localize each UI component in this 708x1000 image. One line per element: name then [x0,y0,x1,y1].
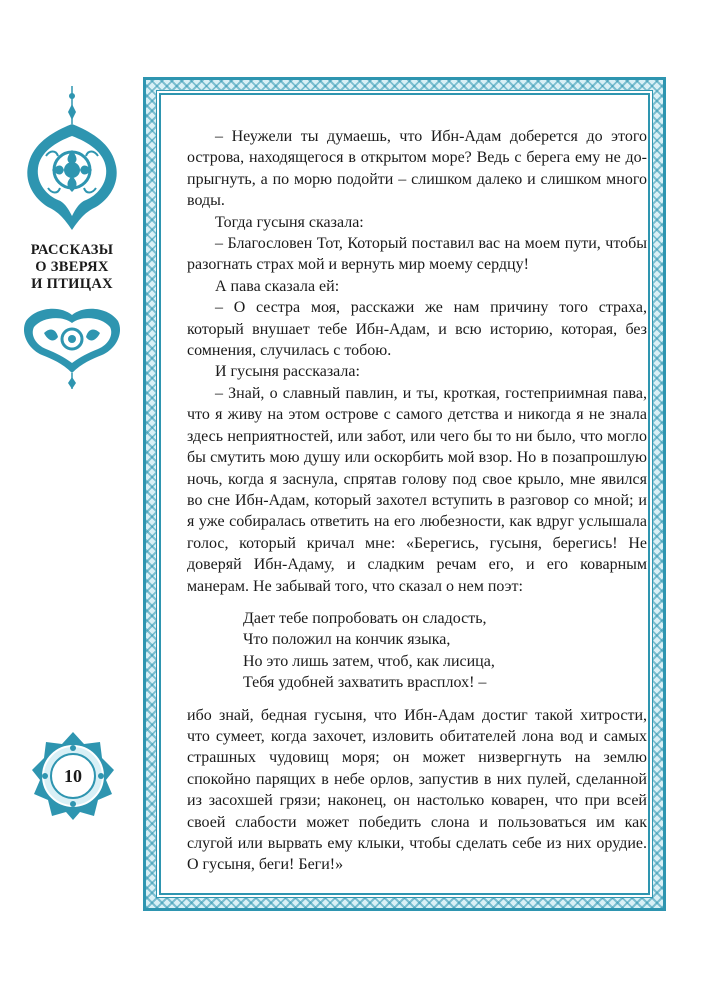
poem-line: Что положил на кончик языка, [243,631,451,649]
section-title-line: РАССКАЗЫ [30,242,114,258]
paragraph: Тогда гусыня сказала: [215,213,364,231]
page-number: 10 [64,765,82,786]
paragraph: А пава сказала ей: [215,277,340,295]
poem [243,608,647,694]
paragraph: – Благословен Тот, Который поставил вас на моем пути, чтобы разогнать страх мой и вернуть мир моему сердцу! [187,235,647,274]
body-text [187,126,647,876]
section-title-line: О ЗВЕРЯХ [35,259,109,275]
paragraph: – О сестра моя, расскажи же нам причину того страха, который внушает тебе Ибн-Адам, и всю историю, которая, без сомнения, случилась с тобою. [187,299,647,360]
paragraph: – Знай, о славный павлин, и ты, кроткая, гостеприимная пава, что я живу на этом острове с самого детства и никогда я не знала здесь неприятностей, или забот, или чего бы то ни было, что могло бы смутить мою душу или оскорбить мой взор. Но в позапрошлую ночь, когда я заснула, спрятав голову под свое крыло, мне явился во сне Ибн-Адам, который захотел вступить в разговор со мной; и я уже собиралась ответить на его любезности, как вдруг услышала голос, который кричал мне: «Берегись, гусыня, берегись! Не доверяй Ибн-Адаму, и сладким речам его, и его коварным манерам. Не забывай того, что сказал о нем поэт: [187,384,647,595]
closing-paragraph: ибо знай, бедная гусыня, что Ибн-Адам достиг такой хитрости, что сумеет, когда захочет, изловить обитателей лона вод и самых страшных чудовищ моря; он может низвергнуть на землю спокойно парящих в небе орлов, запустив в них пулей, сделанной из засохшей грязи; наконец, он настолько коварен, что при всей своей слабости может победить слона и пользоваться им как слугой или вырвать ему клыки, чтобы сделать себе из них орудие. О гусыня, беги! Беги!» [187,706,647,874]
section-title [20,242,124,293]
poem-line: Тебя удобней захватить врасплох! – [243,674,487,692]
section-title-line: И ПТИЦАХ [31,276,113,292]
paragraph: – Неужели ты думаешь, что Ибн-Адам доберется до этого острова, находящегося в открытом море? Ведь с берега ему не допрыгнуть, а по морю подойти – слишком далеко и слишком много воды. [187,128,647,210]
middle-ornament-icon [22,303,122,393]
paragraph: И гусыня рассказала: [215,363,360,381]
poem-line: Дает тебе попробовать он сладость, [243,609,487,627]
top-ornament-icon [22,84,122,234]
poem-line: Но это лишь затем, чтоб, как лисица, [243,652,495,670]
